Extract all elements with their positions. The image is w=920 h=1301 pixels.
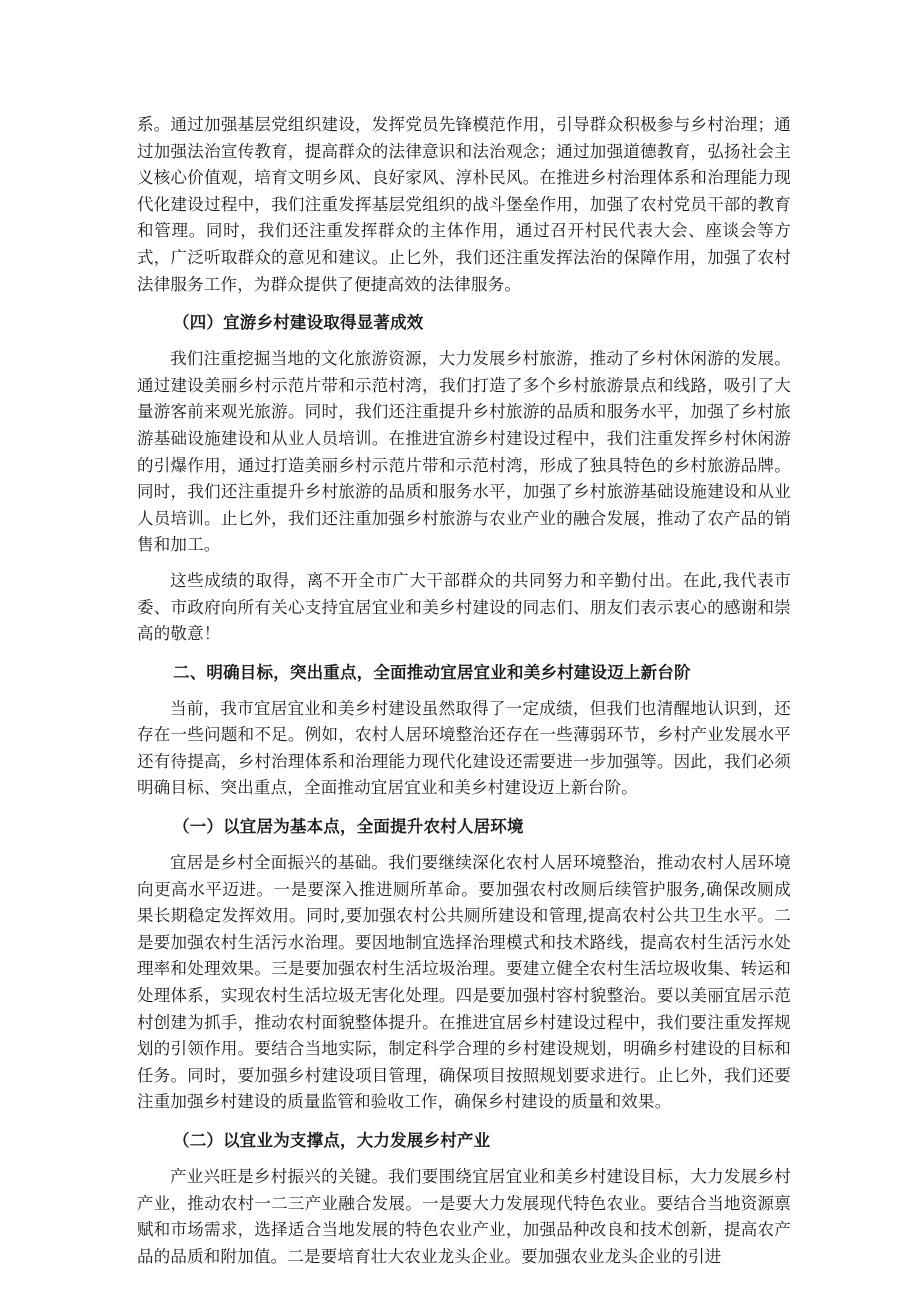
paragraph-livable: 宜居是乡村全面振兴的基础。我们要继续深化农村人居环境整治，推动农村人居环境向更高水平迈进。一是要深入推进厕所革命。要加强农村改厕后续管护服务,确保改厕成果长期稳定发挥效用。同时,要加强农村公共厕所建设和管理,提高农村公共卫生水平。二是要加强农村生活污水治理。要因地制宜选择治理模式和技术路线，提高农村生活污水处理率和处理效果。三是要加强农村生活垃圾治理。要建立健全农村生活垃圾收集、转运和处理体系，实现农村生活垃圾无害化处理。四是要加强村容村貌整治。要以美丽宜居示范村创建为抓手，推动农村面貌整体提升。在推进宜居乡村建设过程中，我们要注重发挥规划的引领作用。要结合当地实际，制定科学合理的乡村建设规划，明确乡村建设的目标和任务。同时，要加强乡村建设项目管理，确保项目按照规划要求进行。止匕外，我们还要注重加强乡村建设的质量监管和验收工作，确保乡村建设的质量和效果。 bbox=[137, 853, 791, 1112]
document-body bbox=[137, 112, 791, 1270]
paragraph-industry: 产业兴旺是乡村振兴的关键。我们要围绕宜居宜业和美乡村建设目标，大力发展乡村产业，推动农村一二三产业融合发展。一是要大力发展现代特色农业。要结合当地资源禀赋和市场需求，选择适合当地发展的特色农业产业，加强品种改良和技术创新，提高农产品的品质和附加值。二是要培育壮大农业龙头企业。要加强农业龙头企业的引进 bbox=[137, 1167, 791, 1266]
section-heading-livable: （一）以宜居为基本点，全面提升农村人居环境 bbox=[173, 817, 524, 837]
paragraph-current-issues: 当前，我市宜居宜业和美乡村建设虽然取得了一定成绩，但我们也清醒地认识到，还存在一些问题和不足。例如，农村人居环境整治还存在一些薄弱环节，乡村产业发展水平还有待提高，乡村治理体系和治理能力现代化建设还需要进一步加强等。因此，我们必须明确目标、突出重点，全面推动宜居宜业和美乡村建设迈上新台阶。 bbox=[137, 698, 791, 798]
section-heading-industry: （二）以宜业为支撑点，大力发展乡村产业 bbox=[173, 1131, 491, 1150]
section-heading-tourism: （四）宜游乡村建设取得显著成效 bbox=[173, 313, 424, 333]
paragraph-thanks: 这些成绩的取得，离不开全市广大干部群众的共同努力和辛勤付出。在此,我代表市委、市政府向所有关心支持宜居宜业和美乡村建设的同志们、朋友们表示衷心的感谢和崇高的敬意！ bbox=[137, 570, 791, 644]
chapter-heading-goals: 二、明确目标，突出重点，全面推动宜居宜业和美乡村建设迈上新台阶 bbox=[173, 662, 691, 682]
paragraph-tourism: 我们注重挖掘当地的文化旅游资源，大力发展乡村旅游，推动了乡村休闲游的发展。通过建设美丽乡村示范片带和示范村湾，我们打造了多个乡村旅游景点和线路，吸引了大量游客前来观光旅游。同时，我们还注重提升乡村旅游的品质和服务水平，加强了乡村旅游基础设施建设和从业人员培训。在推进宜游乡村建设过程中，我们注重发挥乡村休闲游的引爆作用，通过打造美丽乡村示范片带和示范村湾，形成了独具特色的乡村旅游品牌。同时，我们还注重提升乡村旅游的品质和服务水平，加强了乡村旅游基础设施建设和从业人员培训。止匕外，我们还注重加强乡村旅游与农业产业的融合发展，推动了农产品的销售和加工。 bbox=[137, 349, 791, 555]
paragraph-governance-continued: 系。通过加强基层党组织建设，发挥党员先锋模范作用，引导群众积极参与乡村治理；通过加强法治宣传教育，提高群众的法律意识和法治观念；通过加强道德教育，弘扬社会主义核心价值观，培育文明乡风、良好家风、淳朴民风。在推进乡村治理体系和治理能力现代化建设过程中，我们注重发挥基层党组织的战斗堡垒作用，加强了农村党员干部的教育和管理。同时，我们还注重发挥群众的主体作用，通过召开村民代表大会、座谈会等方式，广泛听取群众的意见和建议。止匕外，我们还注重发挥法治的保障作用，加强了农村法律服务工作，为群众提供了便捷高效的法律服务。 bbox=[137, 115, 791, 294]
